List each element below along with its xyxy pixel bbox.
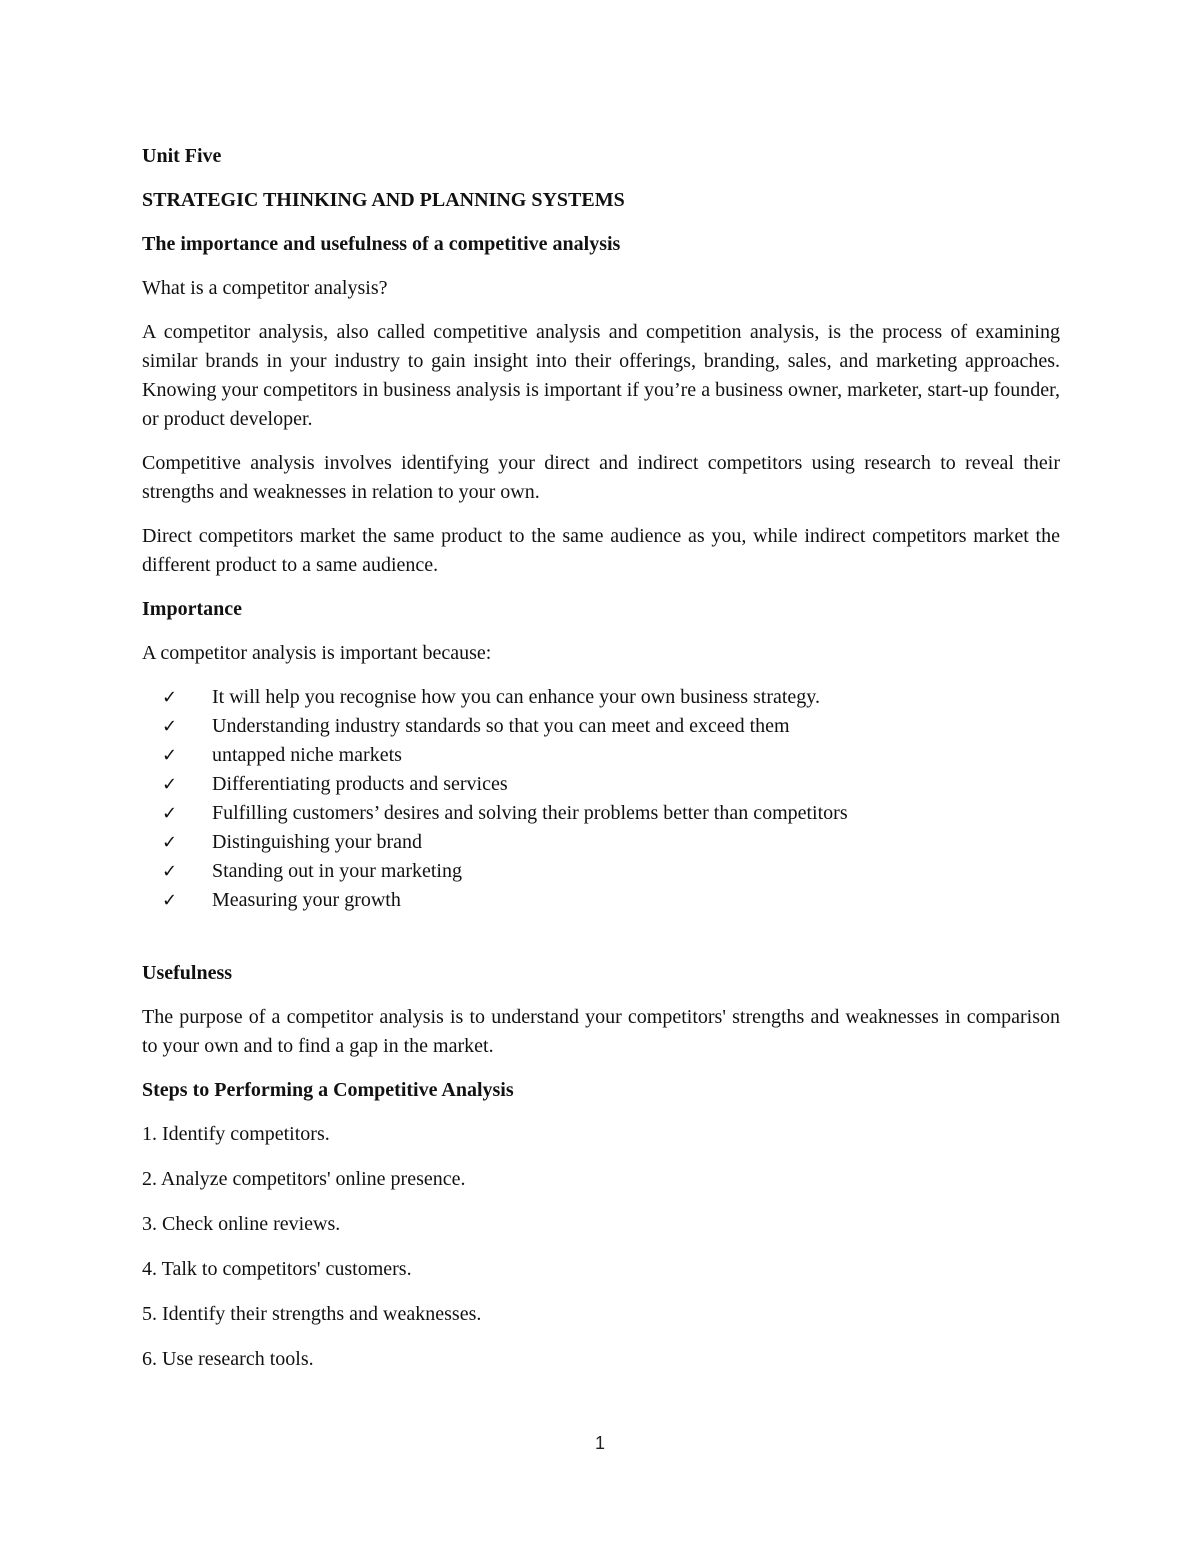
list-item bbox=[162, 683, 1060, 712]
check-icon: ✓ bbox=[162, 890, 178, 911]
importance-intro: A competitor analysis is important because: bbox=[142, 642, 492, 664]
spacer bbox=[142, 915, 1060, 959]
importance-list bbox=[162, 683, 1060, 915]
question-text: What is a competitor analysis? bbox=[142, 277, 388, 299]
paragraph: A competitor analysis, also called competitive analysis and competition analysis, is the process of examining similar brands in your industry to gain insight into their offerings, branding, sales, and marketing approaches. Knowing your competitors in business analysis is important if you’re a business owner, marketer, start-up founder, or product developer. bbox=[142, 321, 1060, 430]
list-item-text: Understanding industry standards so that you can meet and exceed them bbox=[212, 715, 790, 737]
list-item bbox=[162, 886, 1060, 915]
list-item-text: Fulfilling customers’ desires and solving their problems better than competitors bbox=[212, 802, 848, 824]
step-item: 6. Use research tools. bbox=[142, 1348, 314, 1370]
paragraph: Competitive analysis involves identifying your direct and indirect competitors using research to reveal their strengths and weaknesses in relation to your own. bbox=[142, 452, 1060, 503]
list-item-text: It will help you recognise how you can enhance your own business strategy. bbox=[212, 686, 820, 708]
check-icon: ✓ bbox=[162, 774, 178, 795]
check-icon: ✓ bbox=[162, 687, 178, 708]
usefulness-heading: Usefulness bbox=[142, 962, 233, 984]
step-item: 5. Identify their strengths and weaknesses. bbox=[142, 1303, 482, 1325]
document-title: STRATEGIC THINKING AND PLANNING SYSTEMS bbox=[142, 189, 625, 211]
section-heading: The importance and usefulness of a competitive analysis bbox=[142, 233, 621, 255]
list-item-text: Standing out in your marketing bbox=[212, 860, 462, 882]
steps-heading: Steps to Performing a Competitive Analysis bbox=[142, 1079, 514, 1101]
list-item-text: Distinguishing your brand bbox=[212, 831, 422, 853]
check-icon: ✓ bbox=[162, 861, 178, 882]
list-item bbox=[162, 828, 1060, 857]
step-item: 1. Identify competitors. bbox=[142, 1123, 330, 1145]
list-item-text: Differentiating products and services bbox=[212, 773, 508, 795]
list-item-text: untapped niche markets bbox=[212, 744, 402, 766]
check-icon: ✓ bbox=[162, 832, 178, 853]
paragraph: Direct competitors market the same product to the same audience as you, while indirect competitors market the different product to a same audience. bbox=[142, 525, 1060, 576]
list-item bbox=[162, 799, 1060, 828]
list-item bbox=[162, 770, 1060, 799]
check-icon: ✓ bbox=[162, 745, 178, 766]
importance-heading: Importance bbox=[142, 598, 242, 620]
usefulness-text: The purpose of a competitor analysis is to understand your competitors' strengths and weaknesses in comparison to your own and to find a gap in the market. bbox=[142, 1006, 1060, 1057]
check-icon: ✓ bbox=[162, 803, 178, 824]
step-item: 3. Check online reviews. bbox=[142, 1213, 341, 1235]
list-item bbox=[162, 857, 1060, 886]
check-icon: ✓ bbox=[162, 716, 178, 737]
list-item bbox=[162, 712, 1060, 741]
step-item: 4. Talk to competitors' customers. bbox=[142, 1258, 412, 1280]
step-item: 2. Analyze competitors' online presence. bbox=[142, 1168, 466, 1190]
list-item-text: Measuring your growth bbox=[212, 889, 401, 911]
unit-heading: Unit Five bbox=[142, 145, 222, 167]
page-content bbox=[142, 142, 1060, 1390]
page-number: 1 bbox=[594, 1433, 605, 1453]
list-item bbox=[162, 741, 1060, 770]
